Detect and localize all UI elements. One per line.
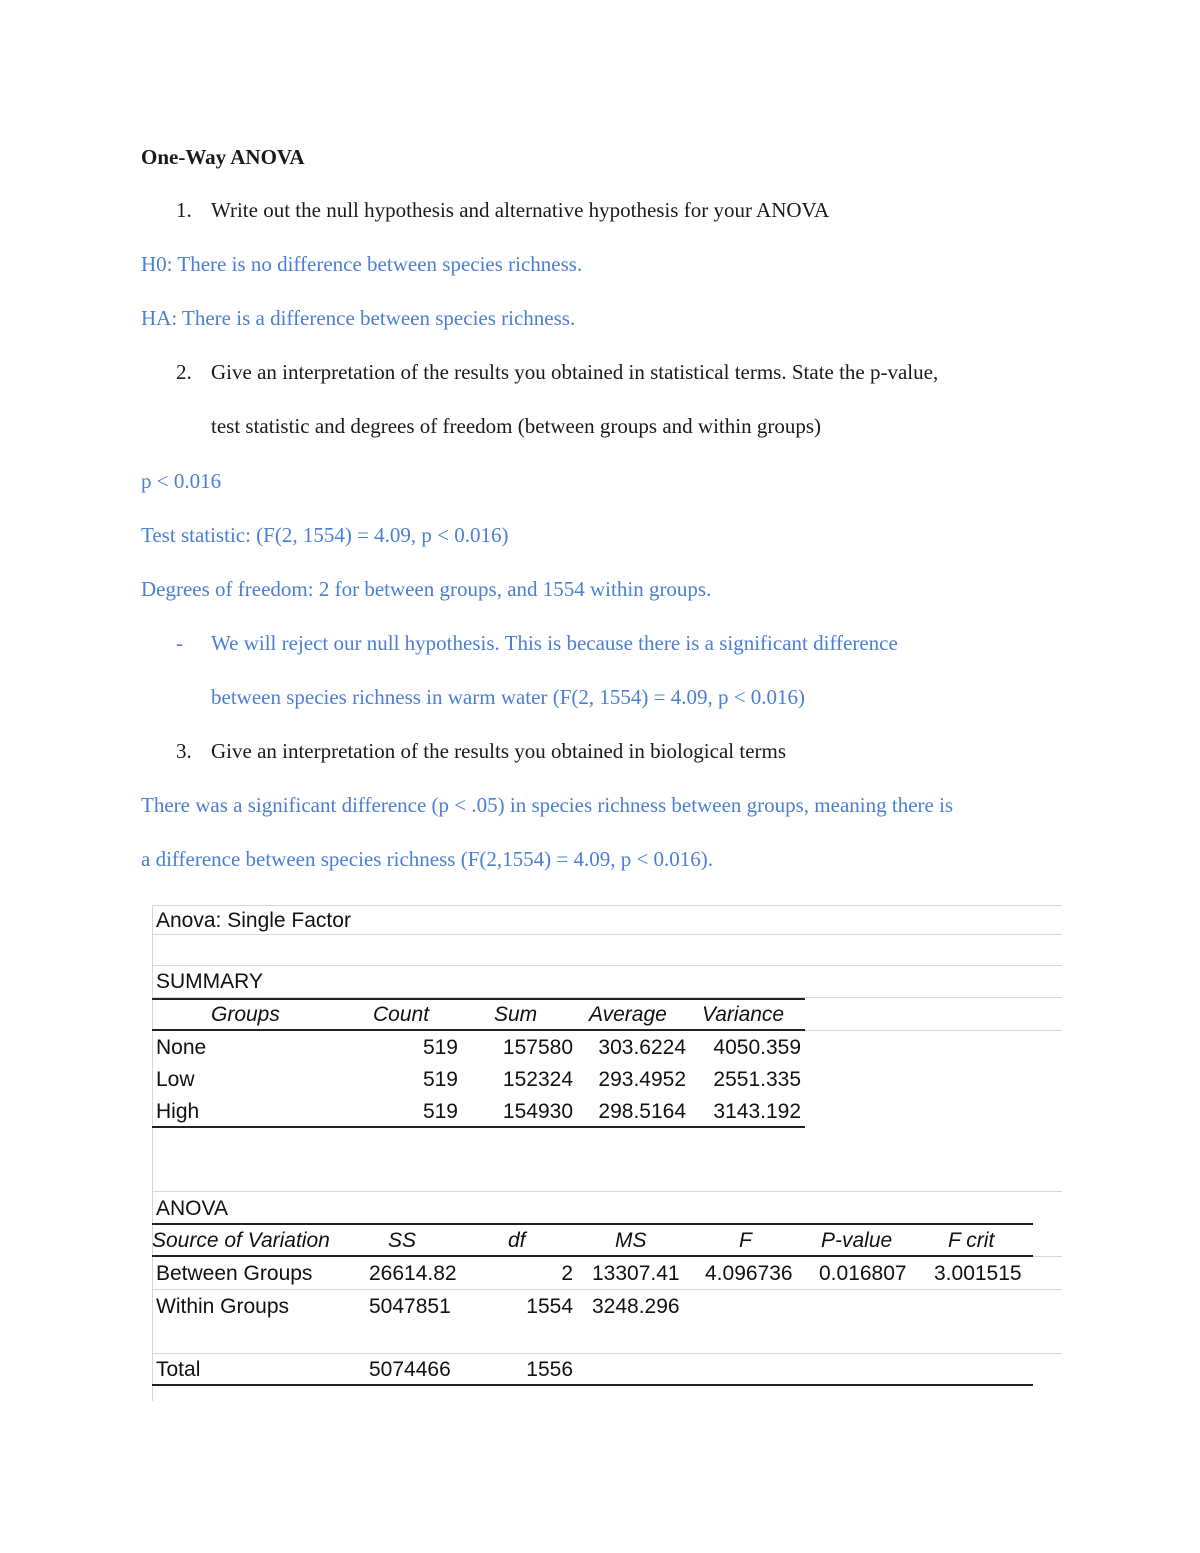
- sheet-left-gridline: [152, 906, 153, 1401]
- anova-cell-source: Between Groups: [156, 1262, 313, 1285]
- summary-header-count: Count: [373, 1003, 430, 1026]
- reject-line-1: We will reject our null hypothesis. This is because there is a significant difference: [211, 631, 898, 655]
- anova-cell-source: Within Groups: [156, 1295, 290, 1318]
- summary-cell-variance: 2551.335: [713, 1068, 801, 1091]
- biological-answer-line-2: a difference between species richness (F(2,1554) = 4.09, p < 0.016).: [141, 847, 714, 871]
- summary-header-bottom-rule: [152, 1029, 805, 1031]
- anova-total-label: Total: [156, 1358, 201, 1381]
- summary-cell-average: 303.6224: [598, 1036, 686, 1059]
- summary-bottom-rule: [152, 1126, 805, 1128]
- question-2-line-1: Give an interpretation of the results you obtained in statistical terms. State the p-value,: [211, 360, 939, 384]
- anova-cell-ss: 26614.82: [369, 1262, 457, 1285]
- anova-cell-p-value: 0.016807: [819, 1262, 907, 1285]
- anova-total-df: 1556: [526, 1358, 573, 1381]
- summary-cell-group: Low: [156, 1068, 195, 1091]
- question-3-text: Give an interpretation of the results you obtained in biological terms: [211, 739, 787, 763]
- gridline: [805, 1030, 1062, 1031]
- gridline: [152, 905, 1062, 906]
- anova-header-df: df: [508, 1229, 526, 1252]
- test-statistic-answer: Test statistic: (F(2, 1554) = 4.09, p < 0.016): [141, 523, 509, 547]
- anova-cell-ms: 3248.296: [592, 1295, 680, 1318]
- summary-header-top-rule: [152, 998, 805, 1000]
- anova-header-source: Source of Variation: [152, 1229, 330, 1252]
- summary-cell-average: 298.5164: [598, 1100, 686, 1123]
- anova-header-top-rule: [152, 1223, 1033, 1225]
- summary-cell-count: 519: [422, 1036, 458, 1059]
- anova-cell-f: 4.096736: [705, 1262, 793, 1285]
- anova-spreadsheet: [143, 898, 1063, 1403]
- summary-header-average: Average: [589, 1003, 667, 1026]
- summary-cell-variance: 4050.359: [713, 1036, 801, 1059]
- summary-cell-count: 519: [422, 1068, 458, 1091]
- anova-header-ss: SS: [388, 1229, 417, 1252]
- null-hypothesis: H0: There is no difference between species richness.: [141, 252, 583, 276]
- summary-cell-group: High: [156, 1100, 200, 1123]
- gridline: [152, 934, 1062, 935]
- question-1-number: 1.: [176, 198, 192, 222]
- anova-cell-f-crit: 3.001515: [934, 1262, 1022, 1285]
- anova-header-ms: MS: [615, 1229, 647, 1252]
- gridline: [152, 1353, 1062, 1354]
- question-1-text: Write out the null hypothesis and alternative hypothesis for your ANOVA: [211, 198, 830, 222]
- gridline: [152, 965, 1062, 966]
- bullet-dash: -: [176, 631, 183, 655]
- summary-cell-variance: 3143.192: [713, 1100, 801, 1123]
- p-value-answer: p < 0.016: [141, 469, 222, 493]
- summary-cell-sum: 154930: [502, 1100, 573, 1123]
- summary-header-groups: Groups: [211, 1003, 280, 1026]
- anova-header-f-crit: F crit: [948, 1229, 995, 1252]
- anova-cell-ms: 13307.41: [592, 1262, 680, 1285]
- biological-answer-line-1: There was a significant difference (p < .05) in species richness between groups, meaning there is: [141, 793, 954, 817]
- anova-cell-df: 2: [561, 1262, 573, 1285]
- gridline: [152, 1289, 1062, 1290]
- summary-label: SUMMARY: [156, 970, 263, 993]
- anova-header-p-value: P-value: [821, 1229, 893, 1252]
- anova-bottom-rule: [152, 1384, 1033, 1386]
- alt-hypothesis: HA: There is a difference between species richness.: [141, 306, 576, 330]
- reject-line-2: between species richness in warm water (F(2, 1554) = 4.09, p < 0.016): [211, 685, 806, 709]
- anova-total-ss: 5074466: [369, 1358, 451, 1381]
- page-title: One-Way ANOVA: [141, 145, 305, 169]
- summary-cell-sum: 157580: [502, 1036, 573, 1059]
- anova-cell-df: 1554: [526, 1295, 573, 1318]
- anova-cell-ss: 5047851: [369, 1295, 451, 1318]
- question-2-line-2: test statistic and degrees of freedom (between groups and within groups): [211, 414, 821, 438]
- summary-cell-count: 519: [422, 1100, 458, 1123]
- anova-header-f: F: [739, 1229, 752, 1252]
- summary-header-sum: Sum: [494, 1003, 538, 1026]
- anova-label: ANOVA: [156, 1197, 228, 1220]
- question-3-number: 3.: [176, 739, 192, 763]
- summary-cell-sum: 152324: [502, 1068, 573, 1091]
- summary-cell-average: 293.4952: [598, 1068, 686, 1091]
- degrees-of-freedom-answer: Degrees of freedom: 2 for between groups, and 1554 within groups.: [141, 577, 712, 601]
- gridline: [1033, 1256, 1062, 1257]
- summary-cell-group: None: [156, 1036, 207, 1059]
- anova-header-bottom-rule: [152, 1255, 1033, 1257]
- gridline: [152, 1191, 1062, 1192]
- summary-header-variance: Variance: [702, 1003, 785, 1026]
- question-2-number: 2.: [176, 360, 192, 384]
- sheet-title: Anova: Single Factor: [156, 909, 351, 932]
